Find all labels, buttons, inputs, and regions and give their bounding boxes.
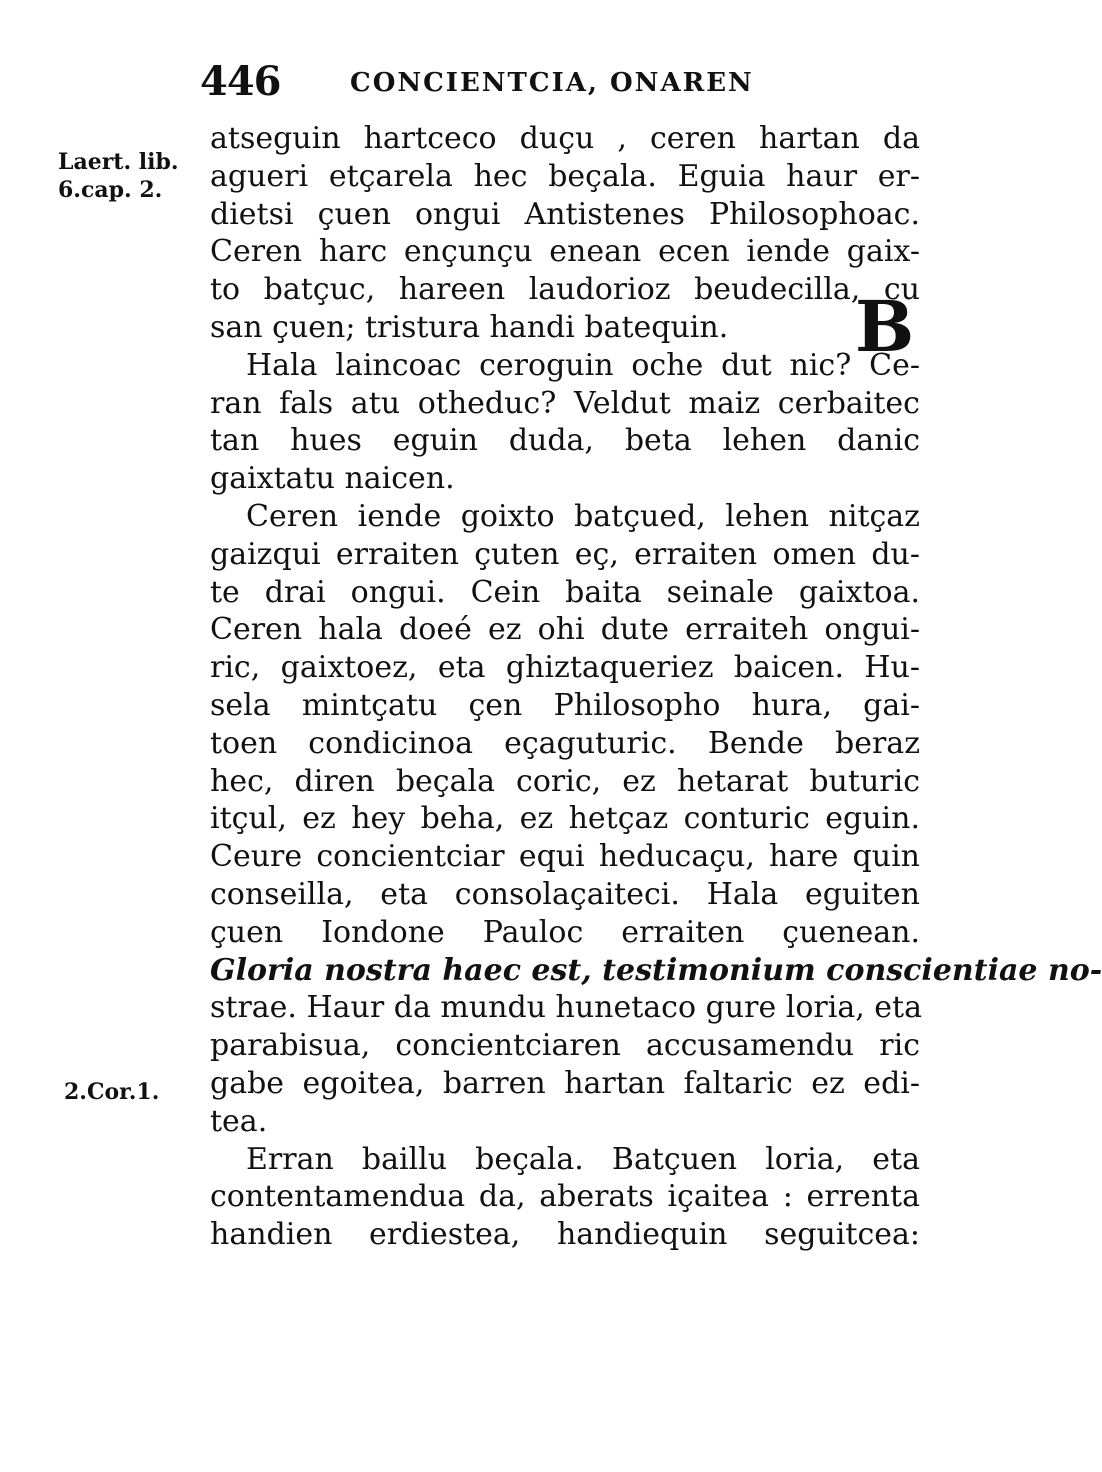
text-line: contentamendua da, aberats içaitea : errenta xyxy=(210,1179,920,1215)
page-number: 446 xyxy=(200,58,281,105)
margin-note-line: 6.cap. 2. xyxy=(58,177,163,203)
text-line: Erran baillu beçala. Batçuen loria, eta xyxy=(246,1141,920,1177)
text-line: ran fals atu otheduc? Veldut maiz cerbaitec xyxy=(210,385,920,421)
text-line: gabe egoitea, barren hartan faltaric ez edi- xyxy=(210,1065,920,1101)
text-line: tea. xyxy=(210,1103,268,1139)
text-line: Ceure concientciar equi heducaçu, hare quin xyxy=(210,839,920,875)
page-header xyxy=(200,58,920,108)
text-line: Ceren iende goixto batçued, lehen nitçaz xyxy=(246,498,920,534)
text-line: Hala laincoac ceroguin oche dut nic? Ce- xyxy=(246,347,920,383)
margin-note-laertius xyxy=(58,148,198,204)
text-line: sela mintçatu çen Philosopho hura, gai- xyxy=(210,687,920,723)
text-line: dietsi çuen ongui Antistenes Philosophoac. xyxy=(210,196,920,232)
text-line: gaixtatu naicen. xyxy=(210,461,455,497)
text-line: Ceren hala doeé ez ohi dute erraiteh ongui- xyxy=(210,612,920,648)
text-line: gaizqui erraiten çuten eç, erraiten omen du- xyxy=(210,536,920,572)
running-title: CONCIENTCIA, ONAREN xyxy=(350,68,754,98)
text-line: te drai ongui. Cein baita seinale gaixtoa. xyxy=(210,574,920,610)
text-line: hec, diren beçala coric, ez hetarat buturic xyxy=(210,763,920,799)
text-line: atseguin hartceco duçu , ceren hartan da xyxy=(210,121,920,156)
marginal-initial-letter: B xyxy=(855,285,915,368)
text-line: strae. Haur da mundu hunetaco gure loria, eta xyxy=(210,990,922,1026)
text-line: ric, gaixtoez, eta ghiztaqueriez baicen. Hu- xyxy=(210,650,920,686)
body-text xyxy=(210,120,1102,1254)
text-line: agueri etçarela hec beçala. Eguia haur er- xyxy=(210,158,920,194)
margin-note-corinthians: 2.Cor.1. xyxy=(64,1079,160,1105)
margin-note-line: Laert. lib. xyxy=(58,149,179,175)
text-line: to batçuc, hareen laudorioz beudecilla, cu xyxy=(210,272,920,308)
text-line: toen condicinoa eçaguturic. Bende beraz xyxy=(210,725,920,761)
text-line: itçul, ez hey beha, ez hetçaz conturic eguin. xyxy=(210,801,920,837)
text-line: Ceren harc ençunçu enean ecen iende gaix- xyxy=(210,234,920,270)
text-line: çuen Iondone Pauloc erraiten çuenean. xyxy=(210,914,920,950)
text-line: san çuen; tristura handi batequin. xyxy=(210,309,729,345)
text-line: handien erdiestea, handiequin seguitcea: xyxy=(210,1217,920,1253)
text-line: tan hues eguin duda, beta lehen danic xyxy=(210,423,920,459)
text-line: parabisua, concientciaren accusamendu ric xyxy=(210,1028,920,1064)
latin-quote-line: Gloria nostra haec est, testimonium conscientiae no- xyxy=(210,952,1102,988)
text-line: conseilla, eta consolaçaiteci. Hala eguiten xyxy=(210,876,920,912)
